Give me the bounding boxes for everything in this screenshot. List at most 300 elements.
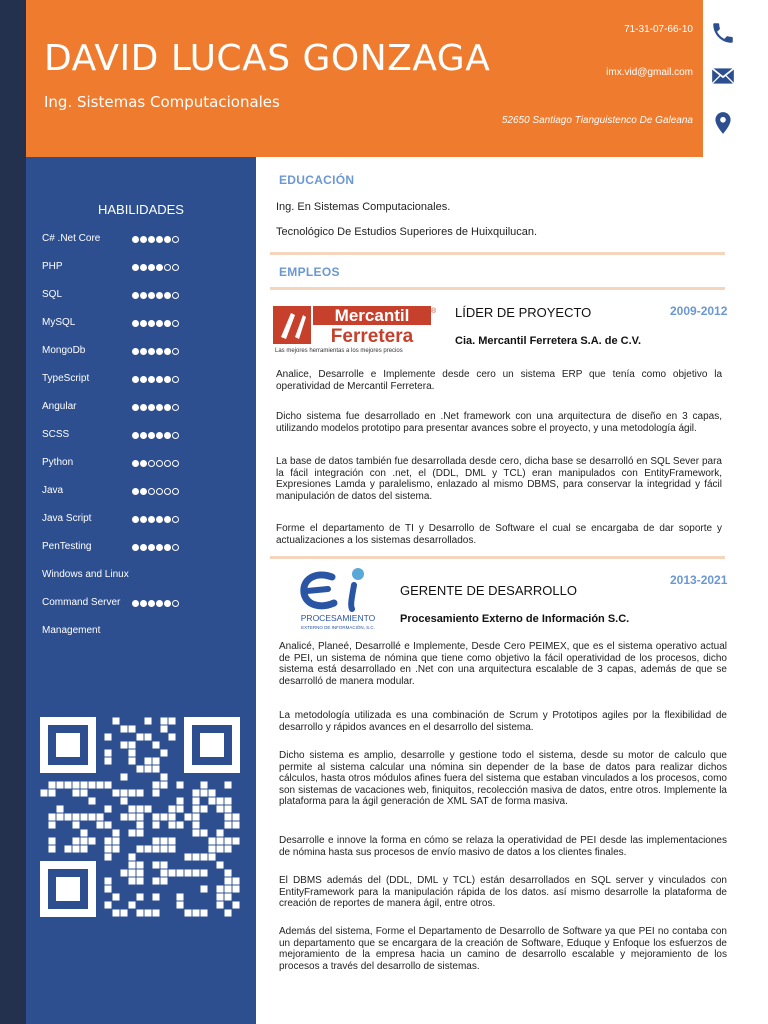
qr-module: [216, 893, 223, 900]
qr-module: [48, 789, 55, 796]
skill-dot: [132, 488, 139, 495]
qr-module: [128, 725, 135, 732]
qr-module: [112, 893, 119, 900]
qr-module: [152, 845, 159, 852]
qr-module: [224, 869, 231, 876]
skill-dot: [132, 348, 139, 355]
qr-finder: [56, 877, 80, 901]
qr-module: [160, 813, 167, 820]
skill-dot: [140, 544, 147, 551]
qr-module: [56, 813, 63, 820]
qr-module: [184, 909, 191, 916]
skill-dot: [164, 376, 171, 383]
job2-paragraph: El DBMS además del (DDL, DML y TCL) están desarrollados en SQL server y vinculados con EntityFramework para la manipulación rápida de los datos. así mismo desarrolle la plataforma de creación de reportes de manera ágil, entre otros.: [279, 875, 727, 910]
skill-dot: [132, 600, 139, 607]
skill-dot: [156, 432, 163, 439]
skill-row: [42, 371, 242, 389]
qr-module: [104, 901, 111, 908]
qr-module: [144, 717, 151, 724]
qr-module: [72, 821, 79, 828]
skill-label: C# .Net Core: [42, 233, 101, 244]
skill-dot: [148, 236, 155, 243]
qr-module: [184, 853, 191, 860]
skill-dot: [148, 516, 155, 523]
qr-module: [192, 869, 199, 876]
skill-label: Command Server: [42, 597, 121, 608]
qr-module: [72, 813, 79, 820]
qr-module: [136, 765, 143, 772]
qr-module: [208, 837, 215, 844]
skill-row: [42, 567, 242, 585]
job1-years: 2009-2012: [670, 304, 728, 318]
pei-logo: [292, 565, 384, 635]
skill-row: [42, 595, 242, 613]
qr-module: [224, 781, 231, 788]
person-name: DAVID LUCAS GONZAGA: [44, 38, 491, 79]
qr-module: [136, 805, 143, 812]
qr-module: [176, 901, 183, 908]
qr-module: [104, 877, 111, 884]
qr-module: [176, 797, 183, 804]
qr-module: [144, 805, 151, 812]
skill-dot: [164, 320, 171, 327]
skill-dot: [172, 488, 179, 495]
qr-module: [232, 901, 239, 908]
qr-module: [152, 877, 159, 884]
skill-label: MongoDb: [42, 345, 86, 356]
qr-module: [184, 869, 191, 876]
job1-role: LÍDER DE PROYECTO: [455, 305, 592, 320]
qr-module: [168, 813, 175, 820]
skill-dot: [172, 320, 179, 327]
qr-module: [232, 813, 239, 820]
education-school: Tecnológico De Estudios Superiores de Huixquilucan.: [276, 226, 538, 238]
qr-module: [192, 797, 199, 804]
qr-module: [144, 909, 151, 916]
qr-module: [152, 821, 159, 828]
skill-dot: [156, 544, 163, 551]
skill-row: [42, 427, 242, 445]
qr-module: [80, 789, 87, 796]
qr-module: [168, 845, 175, 852]
svg-text:Ferretera: Ferretera: [330, 326, 414, 347]
qr-module: [160, 869, 167, 876]
skill-dot: [140, 236, 147, 243]
qr-module: [168, 837, 175, 844]
qr-module: [160, 717, 167, 724]
skill-level-dots: [132, 287, 179, 299]
education-title: EDUCACIÓN: [279, 173, 355, 187]
skill-level-dots: [132, 595, 179, 607]
skill-dot: [164, 236, 171, 243]
qr-module: [112, 829, 119, 836]
qr-module: [232, 877, 239, 884]
skill-dot: [164, 488, 171, 495]
qr-module: [216, 797, 223, 804]
qr-module: [96, 781, 103, 788]
skill-dot: [140, 348, 147, 355]
skill-dot: [140, 264, 147, 271]
qr-module: [104, 821, 111, 828]
qr-module: [112, 909, 119, 916]
qr-module: [224, 797, 231, 804]
skill-level-dots: [132, 399, 179, 411]
skill-dot: [132, 432, 139, 439]
skill-level-dots: [132, 259, 179, 271]
skill-dot: [140, 432, 147, 439]
skill-dot: [140, 376, 147, 383]
qr-module: [128, 789, 135, 796]
qr-module: [104, 845, 111, 852]
qr-module: [144, 765, 151, 772]
skill-dot: [172, 600, 179, 607]
skill-dot: [156, 516, 163, 523]
phone-icon: [710, 20, 736, 46]
qr-module: [176, 805, 183, 812]
skill-dot: [156, 460, 163, 467]
qr-module: [120, 869, 127, 876]
skill-dot: [148, 264, 155, 271]
qr-module: [168, 821, 175, 828]
qr-module: [152, 893, 159, 900]
qr-module: [80, 845, 87, 852]
job1-paragraph: Dicho sistema fue desarrollado en .Net framework con una arquitectura de diseño en 3 capas, utilizando modelos prototipo para presentar avances sobre el proyecto, y una metodología ágil.: [276, 411, 722, 434]
qr-module: [152, 837, 159, 844]
job2-paragraph: La metodología utilizada es una combinación de Scrum y Prototipos agiles por la flexibilidad de desarrollo y rápidos avances en el desarrollo del sistema.: [279, 710, 727, 733]
divider: [270, 252, 725, 255]
qr-module: [136, 845, 143, 852]
skill-row: [42, 231, 242, 249]
qr-module: [224, 837, 231, 844]
skill-row: [42, 623, 242, 641]
skill-dot: [148, 320, 155, 327]
qr-module: [160, 877, 167, 884]
qr-module: [128, 861, 135, 868]
skill-dot: [140, 460, 147, 467]
skill-row: [42, 287, 242, 305]
qr-module: [224, 885, 231, 892]
qr-module: [48, 781, 55, 788]
skill-dot: [132, 376, 139, 383]
skill-dot: [148, 404, 155, 411]
skill-dot: [164, 600, 171, 607]
skill-dot: [140, 320, 147, 327]
qr-module: [136, 789, 143, 796]
education-degree: Ing. En Sistemas Computacionales.: [276, 201, 451, 213]
person-title: Ing. Sistemas Computacionales: [44, 93, 280, 111]
qr-finder: [56, 733, 80, 757]
qr-module: [104, 837, 111, 844]
skill-dot: [148, 600, 155, 607]
skill-dot: [156, 348, 163, 355]
skill-row: [42, 399, 242, 417]
qr-module: [72, 781, 79, 788]
qr-module: [48, 837, 55, 844]
qr-module: [160, 749, 167, 756]
skill-label: Java Script: [42, 513, 92, 524]
qr-module: [192, 805, 199, 812]
qr-module: [216, 885, 223, 892]
qr-module: [200, 885, 207, 892]
skill-dot: [156, 488, 163, 495]
qr-module: [232, 885, 239, 892]
skill-dot: [132, 320, 139, 327]
skill-label: Windows and Linux: [42, 569, 129, 580]
skill-dot: [164, 544, 171, 551]
qr-module: [152, 909, 159, 916]
qr-module: [208, 797, 215, 804]
skill-dot: [164, 348, 171, 355]
qr-module: [80, 781, 87, 788]
skill-dot: [156, 376, 163, 383]
skill-dot: [164, 404, 171, 411]
qr-module: [112, 717, 119, 724]
skill-label: SCSS: [42, 429, 70, 440]
skill-level-dots: [132, 483, 179, 495]
skill-row: [42, 455, 242, 473]
qr-module: [192, 821, 199, 828]
qr-module: [192, 909, 199, 916]
qr-module: [104, 853, 111, 860]
skill-dot: [164, 292, 171, 299]
job1-paragraph: Forme el departamento de TI y Desarrollo de Software el cual se encargaba de dar soporte y actualizaciones a los sistemas desarrollados.: [276, 523, 722, 546]
qr-module: [152, 741, 159, 748]
skill-level-dots: [132, 371, 179, 383]
skill-label: TypeScript: [42, 373, 90, 384]
skill-label: Angular: [42, 401, 77, 412]
qr-module: [104, 805, 111, 812]
qr-module: [104, 885, 111, 892]
job1-paragraph: Analice, Desarrolle e Implemente desde cero un sistema ERP que tenía como objetivo la operatividad de Mercantil Ferretera.: [276, 369, 722, 392]
qr-module: [200, 781, 207, 788]
skill-dot: [156, 404, 163, 411]
skill-label: Java: [42, 485, 64, 496]
skill-level-dots: [132, 315, 179, 327]
qr-module: [152, 765, 159, 772]
job2-company: Procesamiento Externo de Información S.C.: [400, 613, 630, 625]
qr-finder: [200, 733, 224, 757]
skill-dot: [164, 516, 171, 523]
qr-module: [120, 789, 127, 796]
qr-module: [168, 805, 175, 812]
skill-label: PenTesting: [42, 541, 92, 552]
header-banner: [26, 0, 703, 157]
skill-dot: [140, 488, 147, 495]
qr-module: [160, 725, 167, 732]
qr-module: [88, 837, 95, 844]
location-pin-icon: [710, 110, 736, 136]
skill-dot: [164, 460, 171, 467]
mercantil-ferretera-logo: [273, 303, 439, 355]
qr-module: [104, 757, 111, 764]
qr-module: [128, 805, 135, 812]
qr-module: [112, 789, 119, 796]
qr-module: [136, 909, 143, 916]
skill-dot: [164, 432, 171, 439]
qr-module: [120, 797, 127, 804]
qr-module: [80, 829, 87, 836]
qr-module: [192, 789, 199, 796]
qr-module: [112, 837, 119, 844]
skill-dot: [172, 432, 179, 439]
qr-module: [144, 733, 151, 740]
qr-module: [176, 869, 183, 876]
employment-title: EMPLEOS: [279, 265, 340, 279]
skill-dot: [156, 292, 163, 299]
skill-dot: [148, 432, 155, 439]
skill-label: MySQL: [42, 317, 76, 328]
skill-row: [42, 539, 242, 557]
qr-module: [40, 789, 47, 796]
skill-dot: [164, 264, 171, 271]
address-text: 52650 Santiago Tianguistenco De Galeana: [501, 115, 693, 126]
skill-dot: [140, 600, 147, 607]
qr-module: [104, 749, 111, 756]
job1-paragraph: La base de datos también fue desarrollada desde cero, dicha base se desarrolló en SQL Sever para la fácil integración con .net, el (DDL, DML y TCL) eran manipulados con EntityFramework, Expresiones Lamda y paralelismo, enlazado al mismo DBMS, para conservar la integridad y fácil manipulación de datos del sistema.: [276, 456, 722, 502]
qr-module: [160, 837, 167, 844]
qr-module: [208, 789, 215, 796]
skill-label: Python: [42, 457, 74, 468]
skill-level-dots: [132, 455, 179, 467]
qr-module: [64, 813, 71, 820]
skill-row: [42, 315, 242, 333]
qr-module: [112, 845, 119, 852]
qr-module: [144, 757, 151, 764]
qr-module: [88, 797, 95, 804]
qr-module: [232, 837, 239, 844]
skill-dot: [132, 292, 139, 299]
qr-module: [120, 813, 127, 820]
qr-module: [128, 829, 135, 836]
qr-module: [72, 789, 79, 796]
qr-module: [128, 877, 135, 884]
qr-module: [224, 821, 231, 828]
skill-level-dots: [132, 511, 179, 523]
qr-module: [152, 789, 159, 796]
skill-dot: [172, 376, 179, 383]
job2-years: 2013-2021: [670, 573, 728, 587]
skill-row: [42, 511, 242, 529]
skill-dot: [148, 544, 155, 551]
qr-module: [104, 781, 111, 788]
qr-module: [96, 821, 103, 828]
qr-module: [136, 877, 143, 884]
qr-module: [152, 757, 159, 764]
qr-module: [192, 853, 199, 860]
job2-paragraph: Analicé, Planeé, Desarrollé e Implemente, Desde Cero PEIMEX, que es el sistema operativo actual de PEI, un sistema de nómina que tiene como objetivo la fácil operatividad de los procesos, dicho sistema está desarrollado en .Net con una arquitectura escalable de 3 capas, además de que se desarrolló de manera modular.: [279, 641, 727, 687]
job2-paragraph: Además del sistema, Forme el Departamento de Desarrollo de Software ya que PEI no contaba con un departamento que se encargara de la creación de Software, Eduque y Enfoque los esfuerzos de mejoramiento de la empresa hacia un camino de desarrollo escalable y mejoramiento de los procesos a través del desarrollo de sistemas.: [279, 926, 727, 972]
qr-module: [72, 845, 79, 852]
qr-module: [176, 781, 183, 788]
qr-module: [200, 805, 207, 812]
skill-dot: [172, 544, 179, 551]
skill-dot: [132, 236, 139, 243]
skill-row: [42, 343, 242, 361]
qr-module: [128, 741, 135, 748]
skill-dot: [172, 516, 179, 523]
qr-module: [200, 909, 207, 916]
qr-module: [136, 733, 143, 740]
sidebar: [26, 157, 256, 1024]
qr-module: [120, 741, 127, 748]
skill-row: [42, 483, 242, 501]
qr-module: [104, 733, 111, 740]
qr-module: [72, 837, 79, 844]
divider: [270, 556, 725, 559]
qr-module: [224, 813, 231, 820]
skill-dot: [132, 544, 139, 551]
qr-module: [192, 813, 199, 820]
skill-dot: [172, 404, 179, 411]
qr-module: [56, 781, 63, 788]
svg-text:Las mejores herramientas a los: Las mejores herramientas a los mejores precios: [275, 348, 403, 354]
qr-module: [224, 909, 231, 916]
svg-text:®: ®: [431, 308, 437, 315]
qr-module: [136, 821, 143, 828]
email-text[interactable]: imx.vid@gmail.com: [606, 67, 693, 78]
skill-dot: [148, 488, 155, 495]
left-dark-strip: [0, 0, 26, 1024]
qr-module: [208, 853, 215, 860]
skill-label: Management: [42, 625, 101, 636]
qr-module: [160, 861, 167, 868]
skills-title: HABILIDADES: [98, 202, 184, 217]
qr-module: [216, 829, 223, 836]
qr-module: [128, 749, 135, 756]
qr-module: [56, 805, 63, 812]
qr-module: [224, 893, 231, 900]
qr-module: [200, 789, 207, 796]
job2-paragraph: Dicho sistema es amplio, desarrolle y gestione todo el sistema, desde su motor de calculo que permite al sistema calcular una nómina sin depender de la base de datos para realizar dichos cálculos, hasta otros módulos afines fuera del sistema que estaban vinculados a los procesos, como son sistemas de vacaciones web, finiquitos, recolección masiva de datos, entre otros. Implemente la plataforma para la ágil generación de XML SAT de forma masiva.: [279, 750, 727, 808]
phone-text[interactable]: 71-31-07-66-10: [624, 24, 693, 35]
qr-module: [216, 845, 223, 852]
qr-module: [208, 845, 215, 852]
qr-module: [128, 853, 135, 860]
skill-dot: [172, 460, 179, 467]
qr-module: [224, 805, 231, 812]
qr-module: [48, 813, 55, 820]
qr-module: [64, 845, 71, 852]
skill-dot: [172, 264, 179, 271]
skill-label: PHP: [42, 261, 63, 272]
job2-role: GERENTE DE DESARROLLO: [400, 583, 577, 598]
qr-module: [128, 757, 135, 764]
qr-module: [88, 813, 95, 820]
skill-dot: [140, 292, 147, 299]
qr-module: [168, 869, 175, 876]
skill-level-dots: [132, 343, 179, 355]
qr-module: [120, 725, 127, 732]
qr-module: [88, 781, 95, 788]
qr-module: [152, 781, 159, 788]
qr-module: [136, 829, 143, 836]
qr-module: [168, 733, 175, 740]
skill-dot: [132, 516, 139, 523]
qr-module: [120, 909, 127, 916]
skill-row: [42, 259, 242, 277]
skill-dot: [140, 404, 147, 411]
skill-dot: [156, 264, 163, 271]
qr-code[interactable]: [40, 717, 240, 917]
qr-module: [200, 853, 207, 860]
qr-module: [128, 901, 135, 908]
svg-text:EXTERNO DE INFORMACIÓN, S.C.: EXTERNO DE INFORMACIÓN, S.C.: [301, 625, 375, 630]
qr-module: [48, 821, 55, 828]
qr-module: [192, 829, 199, 836]
skill-dot: [148, 460, 155, 467]
qr-module: [136, 893, 143, 900]
skill-dot: [132, 460, 139, 467]
